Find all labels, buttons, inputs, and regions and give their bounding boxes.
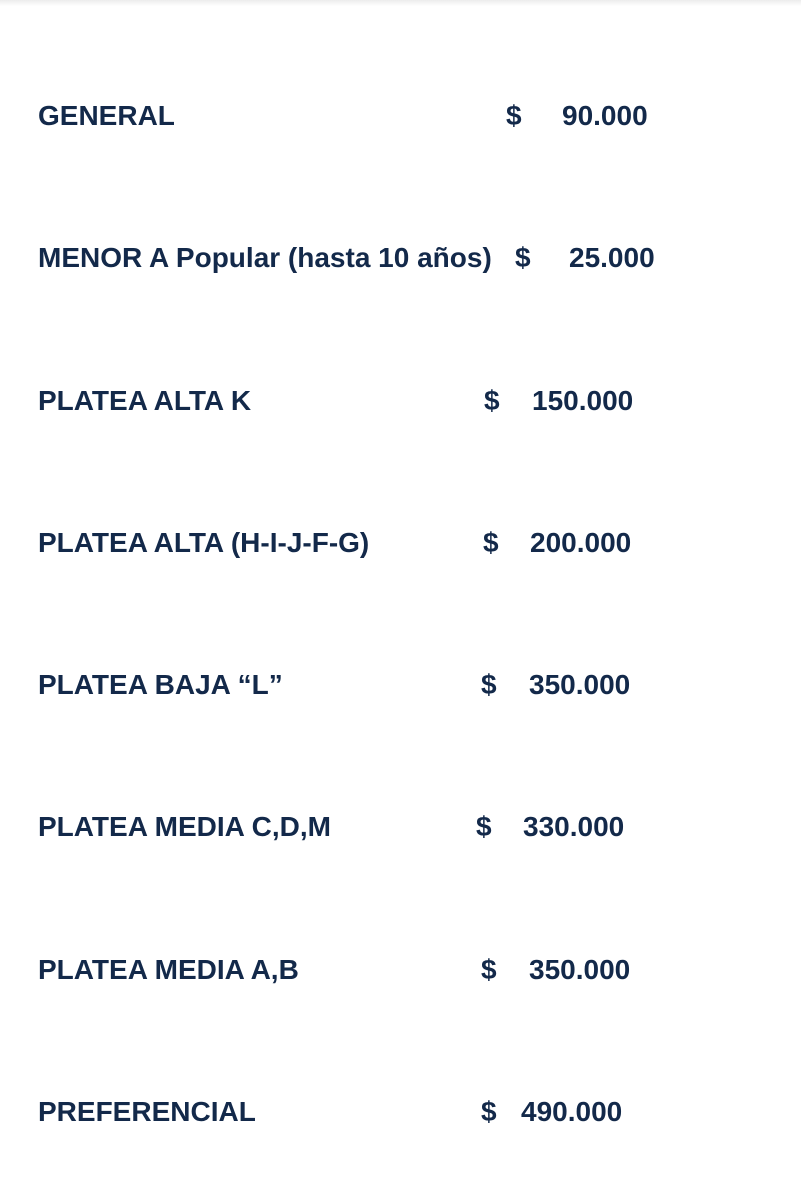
price-amount: 200.000	[530, 527, 632, 558]
price-row-label: PLATEA ALTA K	[38, 385, 252, 416]
price-amount: 350.000	[529, 954, 631, 985]
price-amount: 25.000	[569, 242, 655, 273]
price-row-label: PREFERENCIAL	[38, 1096, 256, 1127]
price-row-preferencial	[0, 1092, 801, 1132]
currency-symbol: $	[483, 527, 499, 558]
price-row-menor	[0, 238, 801, 278]
price-amount: 350.000	[529, 669, 631, 700]
price-row-label: PLATEA BAJA “L”	[38, 669, 283, 700]
price-row-platea-alta-hijfg	[0, 523, 801, 563]
price-row-platea-alta-k	[0, 381, 801, 421]
currency-symbol: $	[506, 100, 522, 131]
currency-symbol: $	[481, 669, 497, 700]
price-row-label: PLATEA MEDIA C,D,M	[38, 811, 331, 842]
currency-symbol: $	[515, 242, 531, 273]
currency-symbol: $	[484, 385, 500, 416]
price-row-platea-media-cdm	[0, 807, 801, 847]
price-row-label: MENOR A Popular (hasta 10 años)	[38, 242, 492, 273]
price-amount: 150.000	[532, 385, 634, 416]
price-row-general	[0, 96, 801, 136]
price-row-platea-baja-l	[0, 665, 801, 705]
price-row-label: PLATEA MEDIA A,B	[38, 954, 299, 985]
price-row-label: PLATEA ALTA (H-I-J-F-G)	[38, 527, 370, 558]
currency-symbol: $	[481, 1096, 497, 1127]
price-row-platea-media-ab	[0, 950, 801, 990]
price-row-label: GENERAL	[38, 100, 175, 131]
currency-symbol: $	[476, 811, 492, 842]
price-amount: 490.000	[521, 1096, 623, 1127]
currency-symbol: $	[481, 954, 497, 985]
price-amount: 90.000	[562, 100, 648, 131]
price-amount: 330.000	[523, 811, 625, 842]
